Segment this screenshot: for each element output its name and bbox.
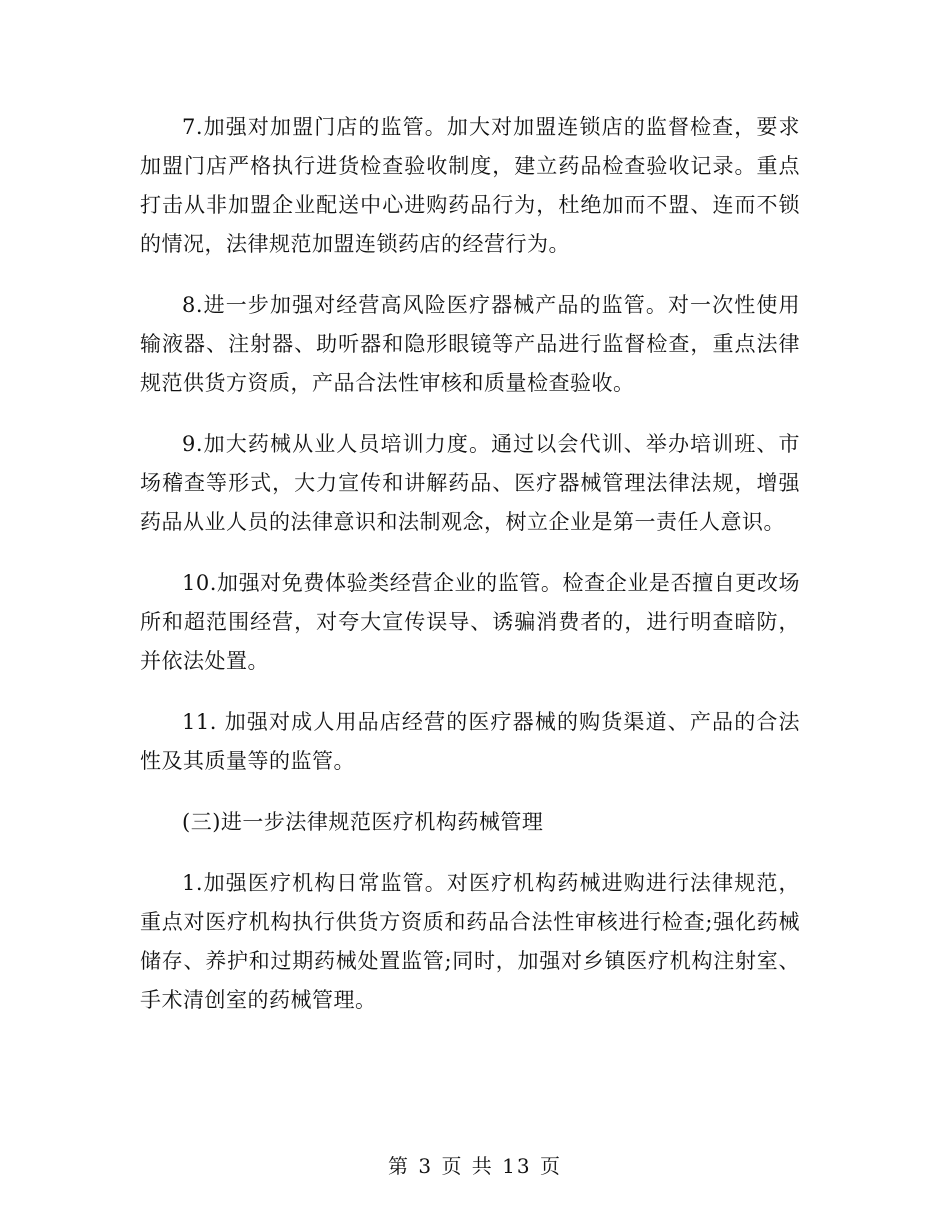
paragraph-8-high-risk-device-supervision: 8.进一步加强对经营高风险医疗器械产品的监管。对一次性使用输液器、注射器、助听器和隐形眼镜等产品进行监督检查，重点法律规范供货方资质，产品合法性审核和质量检查验收。: [140, 293, 800, 395]
paragraph-1-medical-institution-daily-supervision: 1.加强医疗机构日常监管。对医疗机构药械进购进行法律规范，重点对医疗机构执行供货方资质和药品合法性审核进行检查;强化药械储存、养护和过期药械处置监管;同时，加强对乡镇医疗机构注射室、手术清创室的药械管理。: [140, 871, 800, 1012]
paragraph-9-staff-training: 9.加大药械从业人员培训力度。通过以会代训、举办培训班、市场稽查等形式，大力宣传和讲解药品、医疗器械管理法律法规，增强药品从业人员的法律意识和法制观念，树立企业是第一责任人意识。: [140, 432, 800, 534]
paragraph-10-free-trial-business-supervision: 10.加强对免费体验类经营企业的监管。检查企业是否擅自更改场所和超范围经营，对夸大宣传误导、诱骗消费者的，进行明查暗防，并依法处置。: [140, 571, 800, 673]
page-number-footer: 第 3 页 共 13 页: [388, 1154, 562, 1178]
section-heading-medical-institutions: (三)进一步法律规范医疗机构药械管理: [182, 810, 544, 834]
paragraph-11-adult-store-device-supervision: 11. 加强对成人用品店经营的医疗器械的购货渠道、产品的合法性及其质量等的监管。: [140, 710, 800, 773]
document-body: [140, 108, 800, 1042]
paragraph-7-franchise-store-supervision: 7.加强对加盟门店的监管。加大对加盟连锁店的监督检查，要求加盟门店严格执行进货检查验收制度，建立药品检查验收记录。重点打击从非加盟企业配送中心进购药品行为，杜绝加而不盟、连而不锁的情况，法律规范加盟连锁药店的经营行为。: [140, 115, 800, 256]
